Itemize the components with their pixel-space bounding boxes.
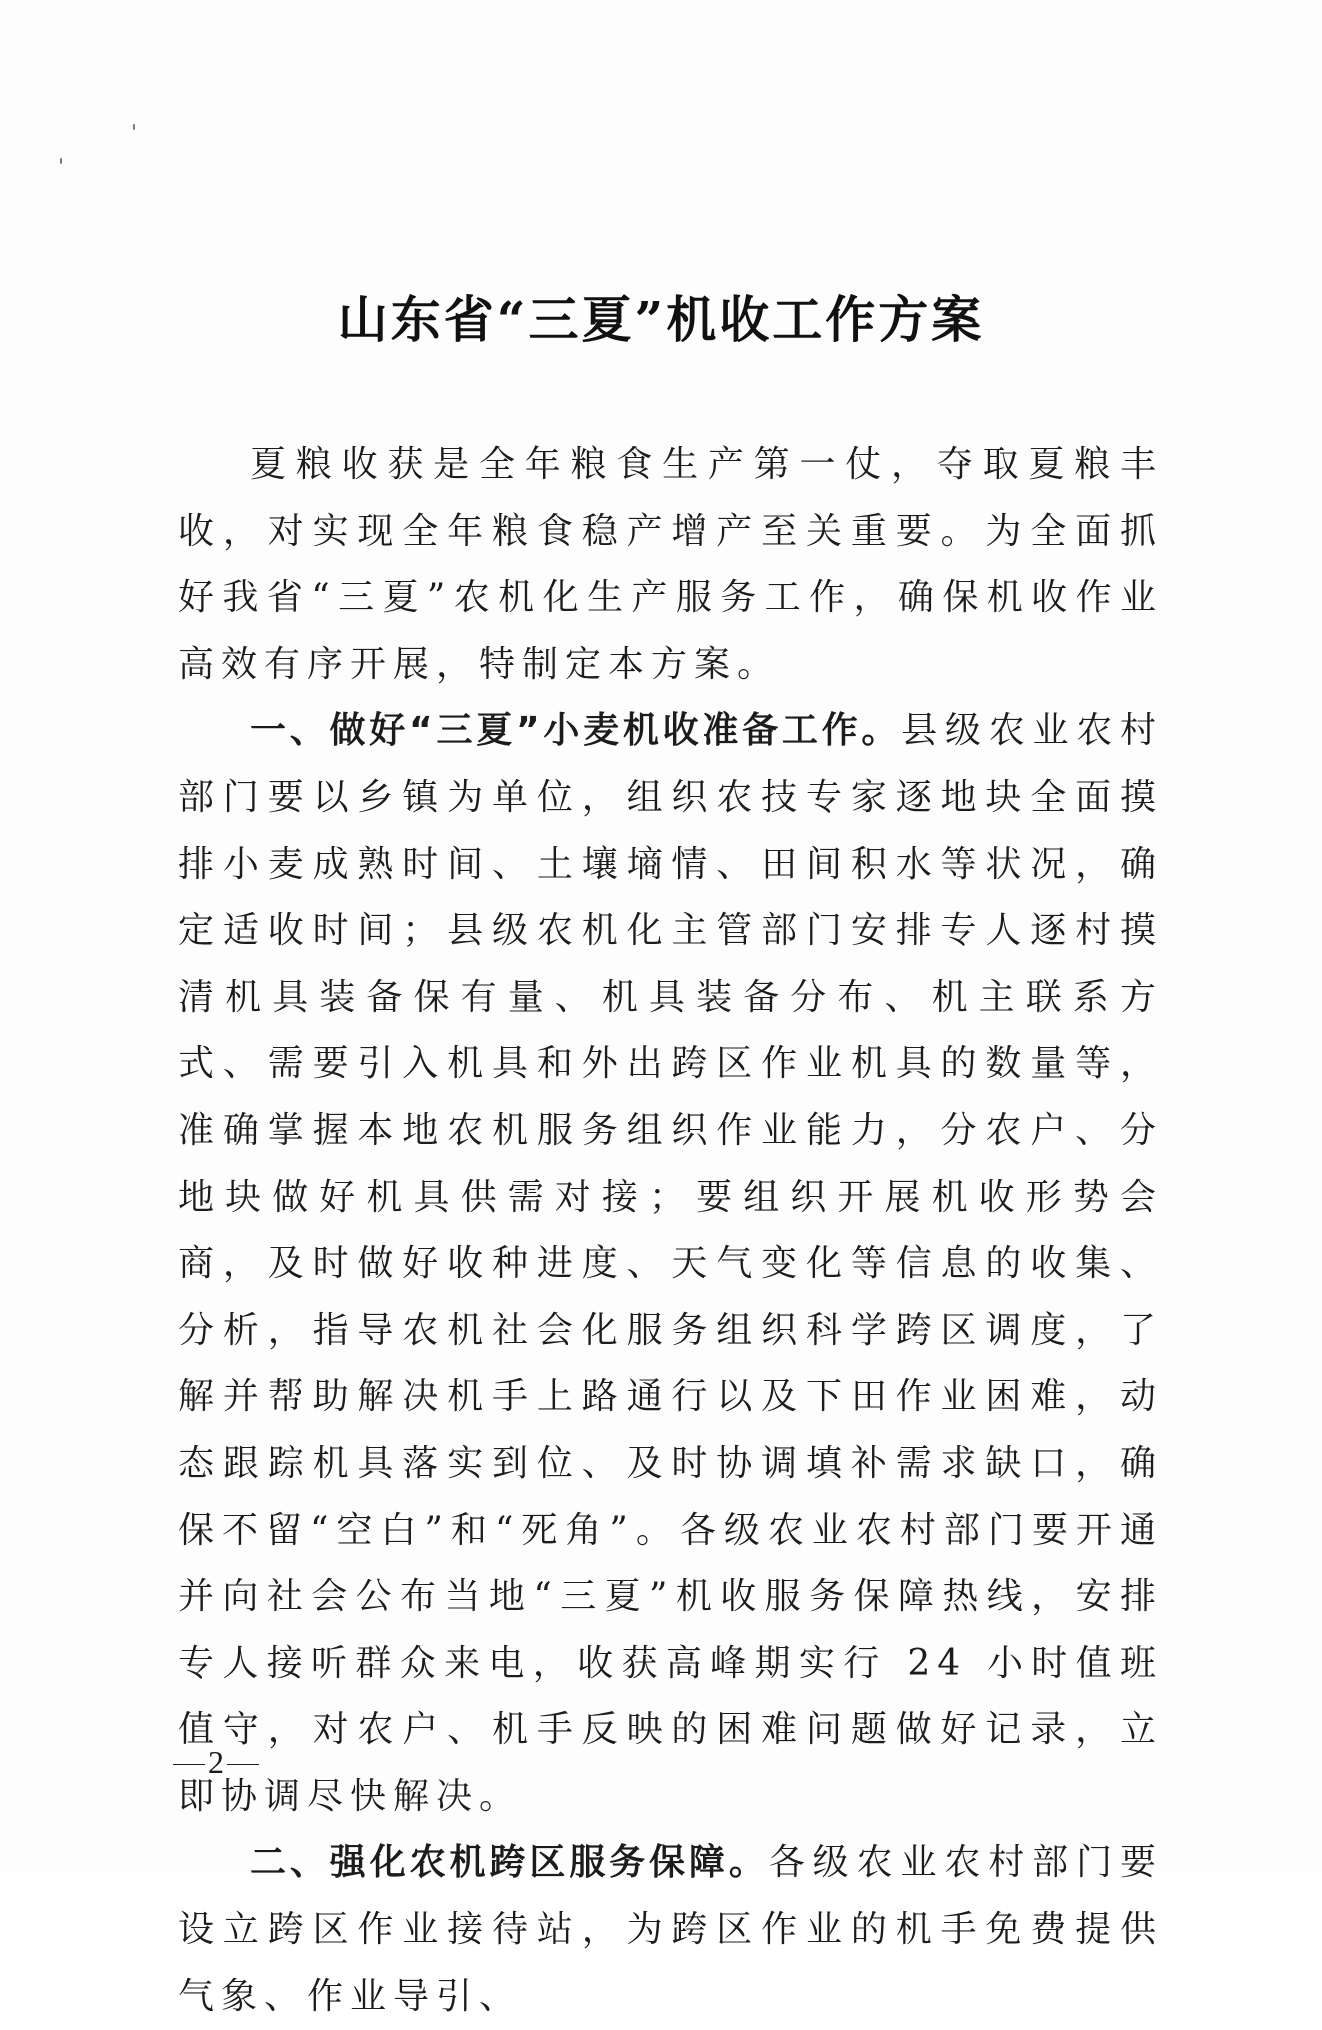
section-1-text: 县级农业农村部门要以乡镇为单位，组织农技专家逐地块全面摸排小麦成熟时间、土壤墒情、田间积水等状况，确定适收时间；县级农机化主管部门安排专人逐村摸清机具装备保有量、机具装备分布、机主联系方式、需要引入机具和外出跨区作业机具的数量等，准确掌握本地农机服务组织作业能力，分农户、分地块做好机具供需对接；要组织开展机收形势会商，及时做好收种进度、天气变化等信息的收集、分析，指导农机社会化服务组织科学跨区调度，了解并帮助解决机手上路通行以及下田作业困难，动态跟踪机具落实到位、及时协调填补需求缺口，确保不留“空白”和“死角”。各级农业农村部门要开通并向社会公布当地“三夏”机收服务保障热线，安排专人接听群众来电，收获高峰期实行 24 小时值班值守，对农户、机手反映的困难问题做好记录，立即协调尽快解决。 <box>178 710 1163 1817</box>
scan-speck <box>133 124 135 130</box>
intro-paragraph: 夏粮收获是全年粮食生产第一仗，夺取夏粮丰收，对实现全年粮食稳产增产至关重要。为全面抓好我省“三夏”农机化生产服务工作，确保机收作业高效有序开展，特制定本方案。 <box>178 444 1163 685</box>
section-2-paragraph <box>178 1830 1163 2030</box>
dash-left <box>173 1764 205 1765</box>
section-2-text: 各级农业农村部门要设立跨区作业接待站，为跨区作业的机手免费提供气象、作业导引、 <box>178 1842 1163 2017</box>
scan-speck <box>60 158 62 164</box>
document-body <box>178 432 1163 2030</box>
page-number-value: 2 <box>208 1744 224 1780</box>
section-1-heading: 一、做好“三夏”小麦机收准备工作。 <box>250 710 902 752</box>
section-1-paragraph <box>178 698 1163 1830</box>
document-title: 山东省“三夏”机收工作方案 <box>337 290 985 349</box>
section-2-heading: 二、强化农机跨区服务保障。 <box>250 1842 769 1884</box>
page-number <box>170 1742 262 1782</box>
dash-right <box>227 1764 259 1765</box>
